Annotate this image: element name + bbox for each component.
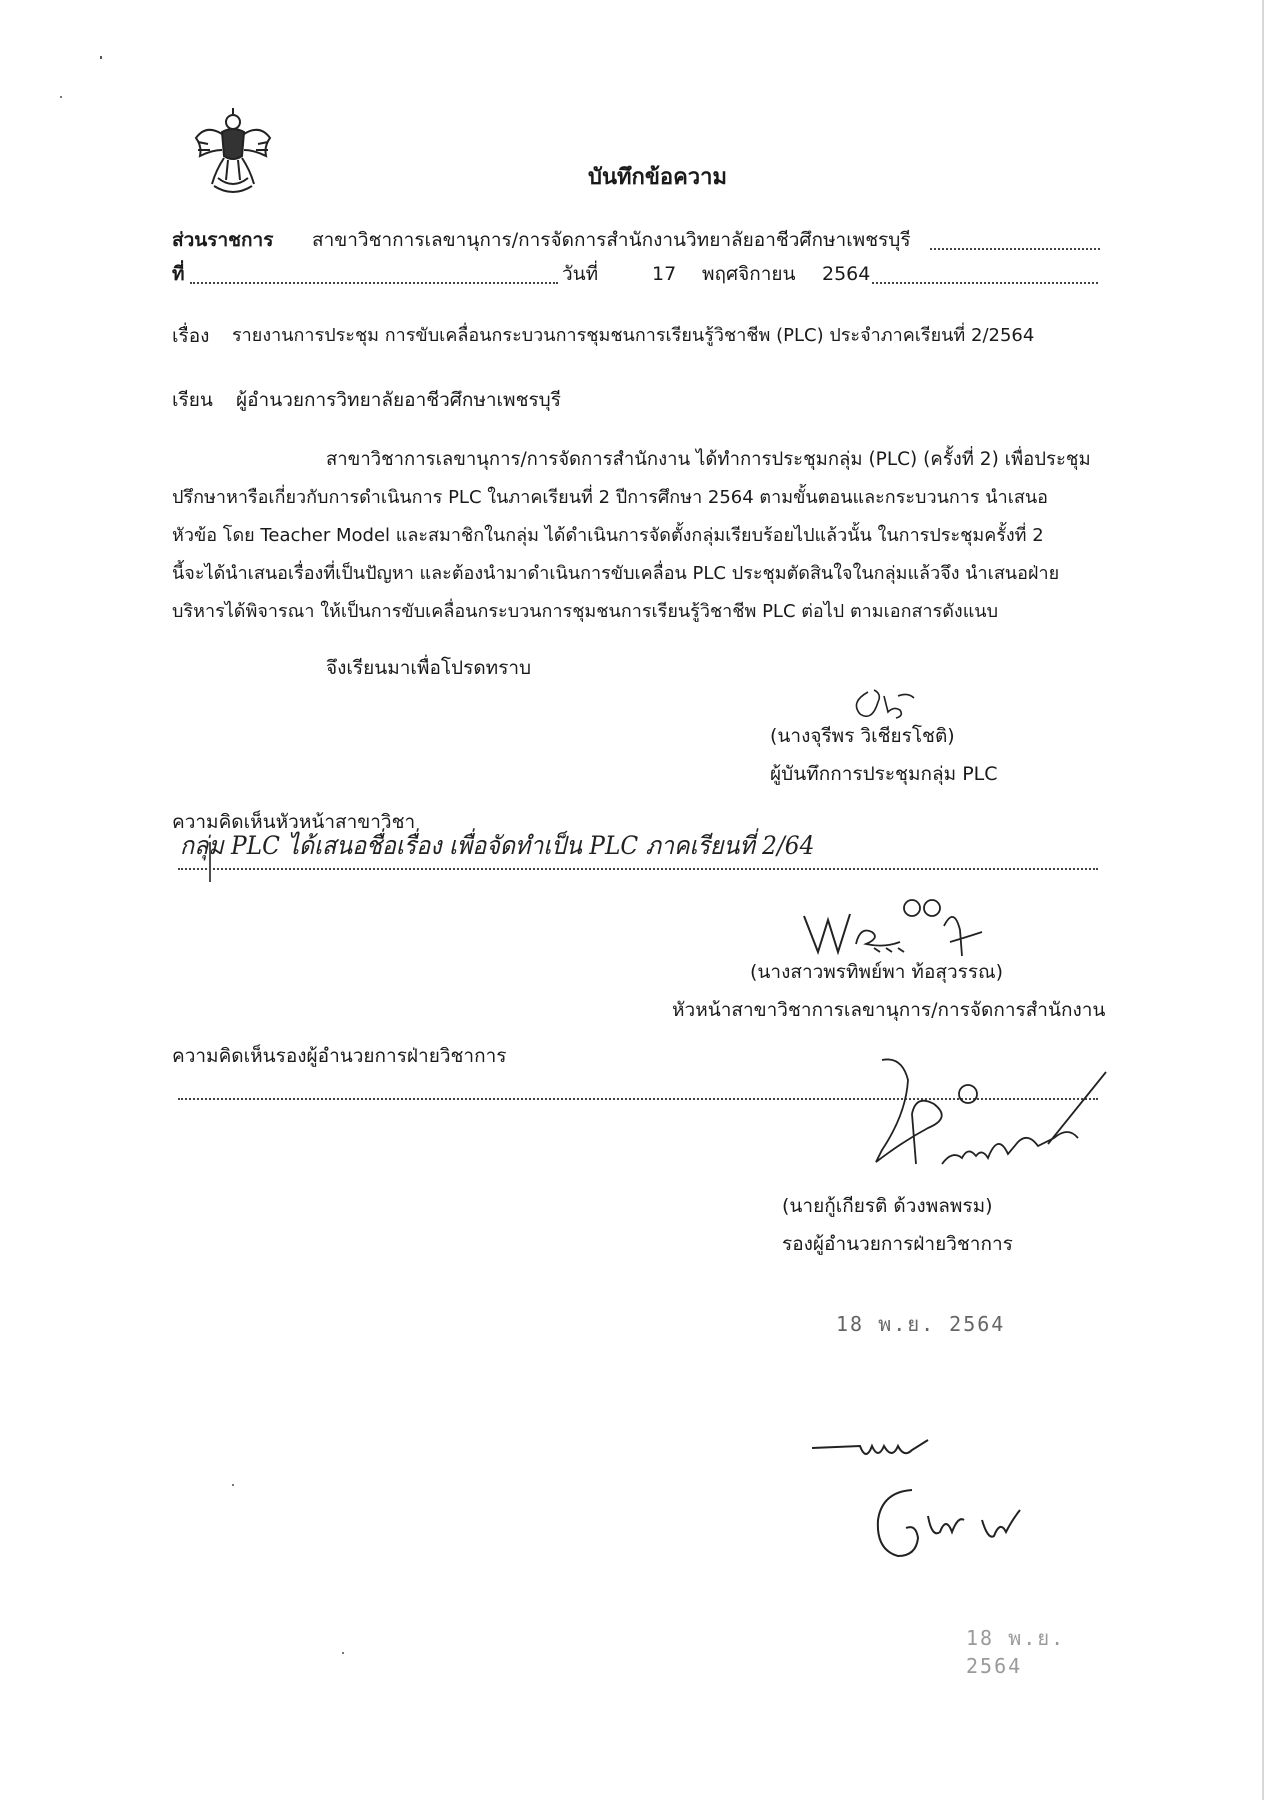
agency-dotted-line [930, 248, 1100, 250]
agency-value: สาขาวิชาการเลขานุการ/การจัดการสำนักงานวิทยาลัยอาชีวศึกษาเพชรบุรี [312, 229, 911, 251]
date-stamp: 18 พ.ย. 2564 [836, 1312, 1006, 1336]
scan-edge [1262, 0, 1264, 1800]
head-comment-handwriting: กลุ่ม PLC ได้เสนอชื่อเรื่อง เพื่อจัดทำเป็น PLC ภาคเรียนที่ 2/64 [180, 831, 815, 860]
garuda-emblem-icon [192, 108, 274, 196]
signer2-position: หัวหน้าสาขาวิชาการเลขานุการ/การจัดการสำนักงาน [672, 999, 1106, 1021]
date-year: 2564 [822, 263, 871, 285]
body-line: นี้จะได้นำเสนอเรื่องที่เป็นปัญหา และต้องนำมาดำเนินการขับเคลื่อน PLC ประชุมตัดสินใจในกลุ่มแล้วจึง นำเสนอฝ่าย [172, 563, 1060, 584]
deputy-comment-label: ความคิดเห็นรองผู้อำนวยการฝ่ายวิชาการ [172, 1045, 507, 1067]
signature-2 [800, 886, 990, 958]
date-dotted-line [872, 282, 1098, 284]
head-comment-label: ความคิดเห็นหัวหน้าสาขาวิชา [172, 811, 416, 833]
signer3-name: (นายกู้เกียรติ ด้วงพลพรม) [782, 1195, 993, 1217]
scan-speck [232, 1484, 234, 1486]
signature-3 [842, 1054, 1112, 1174]
initial-mark-1 [808, 1428, 958, 1468]
initial-mark-2 [872, 1480, 1072, 1562]
to-label: เรียน [172, 389, 213, 411]
scan-speck [342, 1652, 344, 1654]
body-line: บริหารได้พิจารณา ให้เป็นการขับเคลื่อนกระบวนการชุมชนการเรียนรู้วิชาชีพ PLC ต่อไป ตามเอกสารดังแนบ [172, 601, 999, 622]
signer2-name: (นางสาวพรทิพย์พา ท้อสุวรรณ) [750, 961, 1004, 983]
signer1-position: ผู้บันทึกการประชุมกลุ่ม PLC [770, 763, 998, 785]
memo-title: บันทึกข้อความ [588, 165, 728, 190]
signer1-name: (นางจุรีพร วิเชียรโชติ) [770, 725, 955, 747]
date-month: พฤศจิกายน [702, 263, 796, 285]
to-value: ผู้อำนวยการวิทยาลัยอาชีวศึกษาเพชรบุรี [236, 389, 561, 411]
head-comment-dotted-line [178, 868, 1098, 870]
body-line: หัวข้อ โดย Teacher Model และสมาชิกในกลุ่ม ได้ดำเนินการจัดตั้งกลุ่มเรียบร้อยไปแล้วนั้น ในการประชุมครั้งที่ 2 [172, 525, 1044, 546]
agency-label: ส่วนราชการ [172, 229, 274, 251]
subject-label: เรื่อง [172, 325, 210, 347]
subject-value: รายงานการประชุม การขับเคลื่อนกระบวนการชุมชนการเรียนรู้วิชาชีพ (PLC) ประจำภาคเรียนที่ 2/2564 [232, 325, 1035, 346]
closing-text: จึงเรียนมาเพื่อโปรดทราบ [326, 657, 532, 679]
scan-speck [100, 56, 102, 59]
signer3-position: รองผู้อำนวยการฝ่ายวิชาการ [782, 1233, 1013, 1255]
date-day: 17 [652, 263, 677, 285]
ref-label: ที่ [172, 263, 185, 285]
body-line: ปรึกษาหารือเกี่ยวกับการดำเนินการ PLC ในภาคเรียนที่ 2 ปีการศึกษา 2564 ตามขั้นตอนและกระบวนการ นำเสนอ [172, 487, 1048, 508]
handwriting-stroke [208, 842, 212, 882]
date-stamp-faded: 18 พ.ย. 2564 [966, 1626, 1066, 1678]
date-label: วันที่ [562, 263, 599, 285]
scan-speck [60, 96, 62, 98]
ref-dotted-line [190, 282, 558, 284]
body-line: สาขาวิชาการเลขานุการ/การจัดการสำนักงาน ได้ทำการประชุมกลุ่ม (PLC) (ครั้งที่ 2) เพื่อประชุม [326, 449, 1091, 470]
